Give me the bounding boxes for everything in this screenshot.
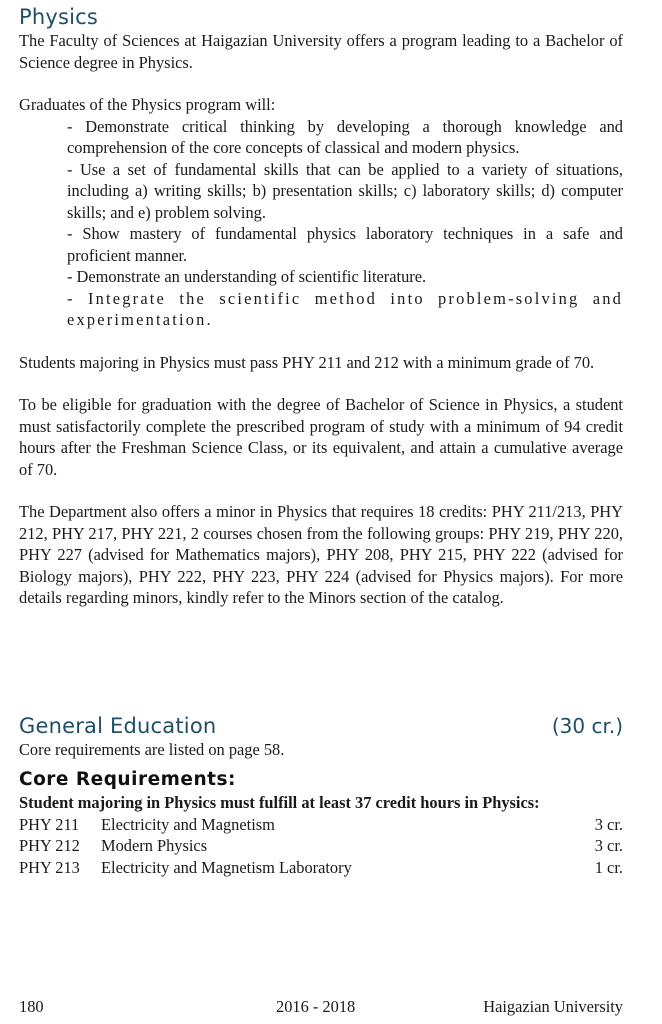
minor-description: The Department also offers a minor in Physics that requires 18 credits: PHY 211/213, PHY 212, PHY 217, PHY 221, 2 courses chosen from the following groups: PHY 219, PHY 220, PHY 227 (advised for Mathematics majors), PHY 208, PHY 215, PHY 222 (advised for Biology majors), PHY 222, PHY 223, PHY 224 (advised for Physics majors). For more details regarding minors, kindly refer to the Minors section of the catalog.	[19, 502, 623, 607]
general-education-credits: (30 cr.)	[551, 713, 623, 738]
course-title: Electricity and Magnetism Laboratory	[101, 857, 352, 877]
general-education-heading: General Education	[19, 713, 217, 738]
course-code: PHY 213	[19, 857, 80, 877]
general-education-header	[19, 713, 623, 739]
major-requirement: Students majoring in Physics must pass PHY 211 and 212 with a minimum grade of 70.	[19, 352, 595, 372]
course-credits: 3 cr.	[594, 836, 623, 855]
outcome-item: - Show mastery of fundamental physics laboratory techniques in a safe and proficient manner.	[67, 224, 623, 265]
outcomes-list	[67, 116, 623, 331]
course-title: Electricity and Magnetism	[101, 814, 275, 834]
general-education-note: Core requirements are listed on page 58.	[19, 739, 285, 759]
course-credits: 3 cr.	[594, 814, 623, 834]
core-requirements-statement: Student majoring in Physics must fulfill at least 37 credit hours in Physics:	[19, 793, 540, 812]
physics-intro: The Faculty of Sciences at Haigazian University offers a program leading to a Bachelor of Science degree in Physics.	[19, 31, 623, 72]
catalog-years: 2016 - 2018	[276, 997, 356, 1016]
course-row	[19, 814, 623, 836]
graduates-lead: Graduates of the Physics program will:	[19, 95, 276, 114]
institution-name: Haigazian University	[483, 997, 623, 1016]
course-row	[19, 835, 623, 857]
course-code: PHY 212	[19, 836, 80, 855]
course-row	[19, 857, 623, 879]
graduation-requirement: To be eligible for graduation with the degree of Bachelor of Science in Physics, a student must satisfactorily complete the prescribed program of study with a minimum of 94 credit hours after the Freshman Science Class, or its equivalent, and attain a cumulative average of 70.	[19, 395, 623, 479]
page-number: 180	[19, 997, 44, 1016]
outcome-item: - Integrate the scientific method into problem-solving and experimentation.	[67, 288, 623, 329]
course-title: Modern Physics	[101, 836, 208, 855]
physics-heading: Physics	[19, 5, 99, 29]
course-code: PHY 211	[19, 814, 80, 834]
course-list	[19, 814, 623, 879]
outcome-item: - Use a set of fundamental skills that can be applied to a variety of situations, including a) writing skills; b) presentation skills; c) laboratory skills; d) computer skills; and e) problem solving.	[67, 159, 623, 222]
outcome-item: - Demonstrate an understanding of scientific literature.	[67, 267, 427, 286]
catalog-page	[19, 0, 623, 878]
outcome-item: - Demonstrate critical thinking by developing a thorough knowledge and comprehension of the core concepts of classical and modern physics.	[67, 116, 623, 157]
course-credits: 1 cr.	[594, 857, 623, 877]
core-requirements-heading: Core Requirements:	[19, 769, 236, 790]
